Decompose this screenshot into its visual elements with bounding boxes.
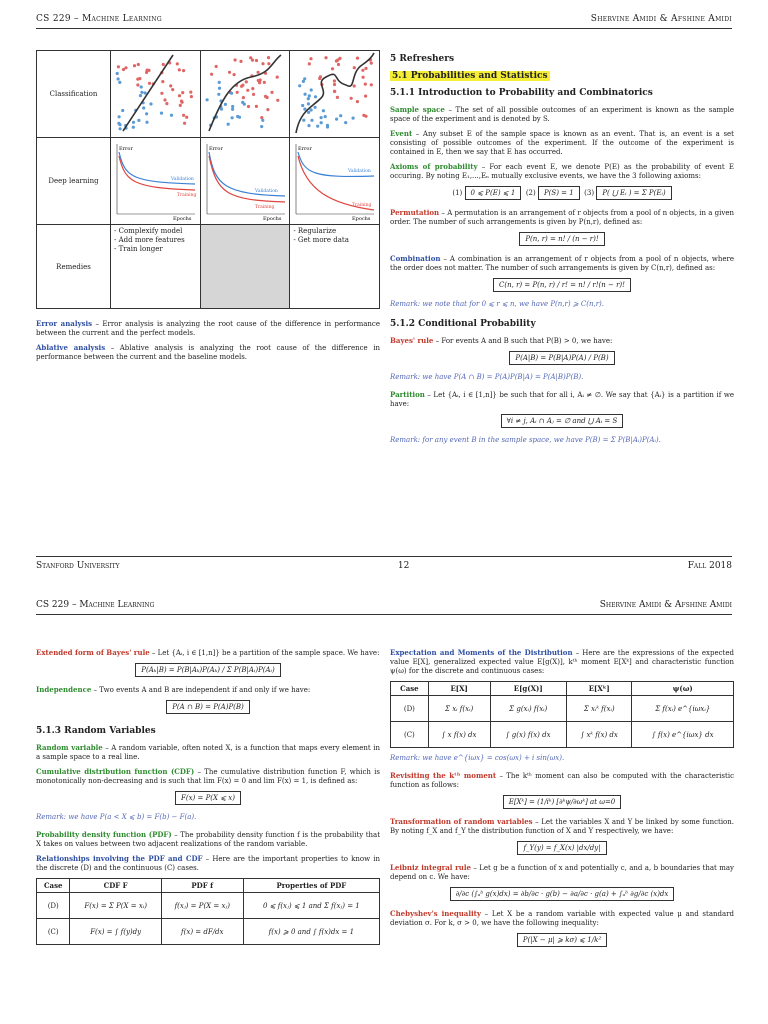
scatter-point-red — [249, 56, 252, 59]
scatter-point-red — [356, 57, 359, 60]
scatter-point-blue — [326, 125, 329, 128]
scatter-point-red — [333, 90, 336, 93]
independence-para: Independence – Two events A and B are independent if and only if we have: — [36, 685, 311, 694]
scatter-point-red — [178, 68, 181, 71]
remark-4: Remark: we have P(a < X ⩽ b) = F(b) − F(a). — [36, 813, 197, 821]
scatter-point-blue — [205, 98, 208, 101]
scatter-point-blue — [132, 121, 135, 124]
scatter-point-red — [262, 81, 265, 84]
scatter-point-blue — [314, 95, 317, 98]
scatter-point-red — [370, 62, 373, 65]
event-para: Event – Any subset E of the sample space is known as an event. That is, an event is a set consisting of possible outcomes of the experiment. If the outcome of the experiment is contained in E, then we say that E has occurred. — [390, 129, 734, 156]
revisiting-formula: E[Xᵏ] = (1/iᵏ) [∂ᵏψ/∂ωᵏ] at ω=0 — [503, 795, 622, 809]
relationships-para: Relationships involving the PDF and CDF – Here are the important properties to know in the discrete (D) and the continuous (C) cases. — [36, 854, 380, 872]
dl-goodfit-plot — [200, 138, 290, 225]
moments-table: Case E[X] E[g(X)] E[Xᵏ] ψ(ω) (D) Σ xᵢ f(xᵢ) Σ g(xᵢ) f(xᵢ) Σ xᵢᵏ f(xᵢ) Σ f(xᵢ) e^{iωxᵢ} (C) ∫ x f(x) dx ∫ g(x) f(x) dx ∫ xᵏ f(x) dx ∫ f(x) e^{iωx} dx — [390, 681, 734, 748]
scatter-point-red — [270, 91, 273, 94]
partition-formula: ∀i ≠ j, Aᵢ ∩ Aⱼ = ∅ and ⋃ Aᵢ = S — [501, 414, 624, 428]
scatter-point-blue — [303, 119, 306, 122]
scatter-point-red — [148, 82, 151, 85]
scatter-point-blue — [231, 108, 234, 111]
table-row: (C) F(x) = ∫ f(y)dy f(x) = dF/dx f(x) ⩾ 0 and ∫ f(x)dx = 1 — [37, 919, 380, 945]
row-label-classification: Classification — [37, 51, 111, 138]
left-column — [36, 50, 380, 367]
scatter-point-red — [117, 65, 120, 68]
scatter-point-red — [325, 56, 328, 59]
scatter-point-blue — [301, 104, 304, 107]
footer-left: Stanford University — [36, 561, 120, 571]
error-analysis-para: Error analysis – Error analysis is analyzing the root cause of the difference in performance between the current and the perfect models. — [36, 319, 380, 337]
expectation-para: Expectation and Moments of the Distribution – Here are the expressions of the expected value E[X], generalized expected value E[g(X)], kᵗʰ moment E[Xᵏ] and characteristic function ψ(ω) for the discrete and continuous cases: — [390, 648, 734, 675]
scatter-point-red — [370, 83, 373, 86]
leibniz-para: Leibniz integral rule – Let g be a function of x and potentially c, and a, b boundaries that may depend on c. We have: — [390, 863, 734, 881]
scatter-point-red — [163, 98, 166, 101]
remark-1: Remark: we note that for 0 ⩽ r ⩽ n, we have P(n,r) ⩾ C(n,r). — [390, 300, 605, 308]
scatter-point-blue — [308, 94, 311, 97]
header-right: Shervine Amidi & Afshine Amidi — [590, 14, 732, 24]
ablative-analysis-para: Ablative analysis – Ablative analysis is analyzing the root cause of the difference in performance between the current and the baseline models. — [36, 343, 380, 361]
row-label-remedies: Remedies — [37, 225, 111, 309]
scatter-point-red — [261, 62, 264, 65]
scatter-point-red — [124, 66, 127, 69]
svg-text:Epochs: Epochs — [352, 216, 371, 222]
transformation-formula: f_Y(y) = f_X(x) |dx/dy| — [517, 841, 606, 855]
scatter-point-red — [363, 114, 366, 117]
scatter-point-red — [232, 73, 235, 76]
scatter-point-blue — [307, 97, 310, 100]
fitting-table — [36, 50, 380, 309]
scatter-point-blue — [344, 121, 347, 124]
scatter-point-red — [333, 79, 336, 82]
scatter-point-red — [255, 59, 258, 62]
scatter-point-red — [169, 84, 172, 87]
scatter-point-blue — [132, 126, 135, 129]
scatter-point-blue — [298, 84, 301, 87]
scatter-point-blue — [118, 81, 121, 84]
learning-curve-overfit — [290, 138, 378, 222]
scatter-point-red — [233, 58, 236, 61]
scatter-point-blue — [308, 124, 311, 127]
subsection-title: 5.1 Probabilities and Statistics — [392, 71, 548, 81]
svg-text:Validation: Validation — [254, 189, 278, 194]
scatter-point-blue — [117, 77, 120, 80]
scatter-point-red — [275, 76, 278, 79]
remark-2: Remark: we have P(A ∩ B) = P(A)P(B|A) = P(A|B)P(B). — [390, 373, 584, 381]
scatter-point-red — [176, 62, 179, 65]
scatter-point-red — [267, 62, 270, 65]
combination-para: Combination – A combination is an arrangement of r objects from a pool of n objects, where the order does not matter. The number of such arrangements is given by C(n,r), defined as: — [390, 254, 734, 272]
scatter-point-blue — [302, 80, 305, 83]
table-row: (D) F(x) = Σ P(X = xᵢ) f(xⱼ) = P(X = xⱼ) 0 ⩽ f(xⱼ) ⩽ 1 and Σ f(xⱼ) = 1 — [37, 893, 380, 919]
scatter-point-blue — [314, 106, 317, 109]
scatter-point-red — [362, 69, 365, 72]
classification-underfit-plot — [111, 51, 201, 138]
scatter-point-blue — [324, 115, 327, 118]
page-footer — [36, 561, 732, 571]
scatter-point-blue — [140, 91, 143, 94]
scatter-point-blue — [217, 93, 220, 96]
partition-para: Partition – Let {Aᵢ, i ∈ [1,n]} be such that for all i, Aᵢ ≠ ∅. We say that {Aᵢ} is a partition if we have: — [390, 390, 734, 408]
scatter-point-red — [246, 89, 249, 92]
scatter-point-red — [308, 62, 311, 65]
cdf-para: Cumulative distribution function (CDF) – The cumulative distribution function F, which is monotonically non-decreasing and is such that lim F(x) = 0 and lim F(x) = 1, is defined as: — [36, 767, 380, 785]
scatter-point-red — [336, 96, 339, 99]
legend-training: Training — [177, 193, 197, 198]
remedies-underfit: - Complexify model - Add more features - Train longer — [111, 225, 201, 309]
svg-text:Epochs: Epochs — [262, 216, 282, 222]
footer-rule-line — [36, 556, 732, 557]
learning-curve-goodfit — [201, 138, 289, 222]
page-header — [36, 14, 732, 24]
scatter-point-red — [310, 57, 313, 60]
axioms-para: Axioms of probability – For each event E, we denote P(E) as the probability of event E occuring. By noting E₁,...,Eₙ mutually exclusive events, we have the 3 following axioms: — [390, 162, 734, 180]
scatter-point-red — [228, 71, 231, 74]
scatter-point-red — [165, 102, 168, 105]
scatter-point-red — [331, 67, 334, 70]
svg-text:Error: Error — [208, 146, 223, 152]
scatter-point-blue — [145, 112, 148, 115]
scatter-point-blue — [322, 109, 325, 112]
scatter-goodfit-figure — [201, 51, 289, 135]
scatter-point-red — [337, 58, 340, 61]
learning-curve-underfit — [111, 138, 199, 222]
combination-formula: C(n, r) = P(n, r) / r! = n! / r!(n − r)! — [493, 278, 631, 292]
scatter-point-red — [178, 94, 181, 97]
scatter-point-blue — [119, 127, 122, 130]
scatter-point-red — [337, 63, 340, 66]
subsubsection-title-2: 5.1.2 Conditional Probability — [390, 319, 536, 329]
scatter-point-blue — [149, 102, 152, 105]
ext-bayes-formula: P(Aₖ|B) = P(B|Aₖ)P(Aₖ) / Σ P(B|Aᵢ)P(Aᵢ) — [135, 663, 280, 677]
scatter-point-blue — [145, 121, 148, 124]
dl-overfit-plot — [290, 138, 380, 225]
scatter-point-blue — [307, 111, 310, 114]
scatter-point-red — [181, 91, 184, 94]
scatter-point-red — [251, 87, 254, 90]
scatter-overfit-figure — [290, 51, 378, 135]
scatter-point-red — [239, 60, 242, 63]
svg-text:Validation: Validation — [348, 169, 372, 174]
scatter-point-red — [214, 65, 217, 68]
revisiting-para: Revisiting the kᵗʰ moment – The kᵗʰ moment can also be computed with the characteristic function as follows: — [390, 771, 734, 789]
footer-right: Fall 2018 — [687, 561, 732, 571]
scatter-point-blue — [311, 119, 314, 122]
scatter-point-red — [189, 91, 192, 94]
bayes-formula: P(A|B) = P(B|A)P(A) / P(B) — [509, 351, 614, 365]
scatter-point-red — [162, 63, 165, 66]
scatter-point-blue — [226, 123, 229, 126]
scatter-point-red — [137, 63, 140, 66]
ext-bayes-para: Extended form of Bayes' rule – Let {Aᵢ, i ∈ [1,n]} be a partition of the sample space. We have: — [36, 648, 380, 657]
svg-text:Error: Error — [298, 146, 313, 152]
subsubsection-title-1: 5.1.1 Introduction to Probability and Combinatorics — [390, 88, 653, 98]
axis-label-epochs: Epochs — [173, 216, 192, 222]
scatter-point-red — [252, 93, 255, 96]
chebyshev-formula: P(|X − μ| ⩾ kσ) ⩽ 1/k² — [517, 933, 607, 947]
error-analysis-term: Error analysis — [36, 319, 93, 328]
pdf-cdf-table: Case CDF F PDF f Properties of PDF (D) F(x) = Σ P(X = xᵢ) f(xⱼ) = P(X = xⱼ) 0 ⩽ f(xⱼ) ⩽ 1 and Σ f(xⱼ) = 1 (C) F(x) = ∫ f(y)dy f(x) = dF/dx f(x) ⩾ 0 and ∫ f(x)dx = 1 — [36, 878, 380, 945]
bayes-para: Bayes' rule – For events A and B such that P(B) > 0, we have: — [390, 336, 613, 345]
scatter-point-red — [210, 73, 213, 76]
scatter-point-red — [182, 69, 185, 72]
remedies-goodfit-empty — [200, 225, 290, 309]
scatter-point-red — [333, 83, 336, 86]
scatter-underfit-figure — [111, 51, 199, 135]
scatter-point-blue — [310, 108, 313, 111]
scatter-point-blue — [144, 91, 147, 94]
scatter-point-red — [247, 105, 250, 108]
scatter-point-red — [161, 80, 164, 83]
ablative-analysis-term: Ablative analysis — [36, 343, 106, 352]
scatter-point-blue — [236, 115, 239, 118]
scatter-point-red — [145, 71, 148, 74]
scatter-point-red — [365, 67, 368, 70]
scatter-point-red — [364, 95, 367, 98]
scatter-point-blue — [140, 85, 143, 88]
scatter-point-red — [244, 80, 247, 83]
leibniz-formula: ∂/∂c (∫ₐᵇ g(x)dx) = ∂b/∂c · g(b) − ∂a/∂c · g(a) + ∫ₐᵇ ∂g/∂c (x)dx — [450, 887, 675, 901]
page2-header-rule — [36, 614, 732, 615]
scatter-point-red — [185, 116, 188, 119]
scatter-point-blue — [230, 92, 233, 95]
scatter-point-red — [318, 77, 321, 80]
scatter-point-blue — [170, 114, 173, 117]
scatter-point-red — [256, 71, 259, 74]
chebyshev-para: Chebyshev's inequality – Let X be a random variable with expected value μ and standard deviation σ. For k, σ > 0, we have the following inequality: — [390, 909, 734, 927]
subsubsection-title-3: 5.1.3 Random Variables — [36, 726, 156, 736]
scatter-point-blue — [310, 88, 313, 91]
cdf-formula: F(x) = P(X ⩽ x) — [175, 791, 241, 805]
remark-3: Remark: for any event B in the sample space, we have P(B) = Σ P(B|Aᵢ)P(Aᵢ). — [390, 436, 661, 444]
random-variable-para: Random variable – A random variable, often noted X, is a function that maps every element in a sample space to a real line. — [36, 743, 380, 761]
page2-left-column — [36, 648, 380, 945]
scatter-point-red — [258, 81, 261, 84]
scatter-point-blue — [320, 121, 323, 124]
remedies-overfit: - Regularize - Get more data — [290, 225, 380, 309]
scatter-point-red — [276, 99, 279, 102]
right-column — [390, 54, 734, 453]
page2-header: CS 229 – Machine Learning Shervine Amidi & Afshine Amidi — [36, 600, 732, 610]
legend-validation: Validation — [171, 177, 194, 182]
scatter-point-blue — [335, 118, 338, 121]
svg-text:Training: Training — [254, 205, 275, 210]
scatter-point-blue — [223, 103, 226, 106]
scatter-point-red — [356, 100, 359, 103]
scatter-point-red — [136, 83, 139, 86]
table-row: (D) Σ xᵢ f(xᵢ) Σ g(xᵢ) f(xᵢ) Σ xᵢᵏ f(xᵢ) Σ f(xᵢ) e^{iωxᵢ} — [391, 696, 734, 722]
scatter-point-red — [182, 114, 185, 117]
scatter-point-red — [267, 56, 270, 59]
axioms-formulas: (1) 0 ⩽ P(E) ⩽ 1 (2) P(S) = 1 (3) P( ⋃ Eᵢ ) = Σ P(Eᵢ) — [390, 186, 734, 200]
scatter-point-blue — [260, 125, 263, 128]
scatter-point-red — [241, 96, 244, 99]
independence-formula: P(A ∩ B) = P(A)P(B) — [166, 700, 250, 714]
scatter-point-red — [181, 101, 184, 104]
scatter-point-blue — [117, 122, 120, 125]
scatter-point-red — [353, 66, 356, 69]
scatter-point-red — [160, 92, 163, 95]
scatter-point-red — [364, 83, 367, 86]
scatter-point-red — [266, 108, 269, 111]
svg-text:Training: Training — [352, 203, 372, 208]
scatter-point-blue — [339, 114, 342, 117]
scatter-point-red — [179, 104, 182, 107]
sample-space-para: Sample space – The set of all possible outcomes of an experiment is known as the sample space of the experiment and is denoted by S. — [390, 105, 735, 123]
scatter-point-blue — [352, 117, 355, 120]
scatter-point-blue — [230, 116, 233, 119]
classification-overfit-plot — [290, 51, 380, 138]
scatter-point-blue — [121, 109, 124, 112]
classification-goodfit-plot — [200, 51, 290, 138]
scatter-point-blue — [304, 93, 307, 96]
page2-right-column — [390, 648, 734, 955]
scatter-point-red — [183, 122, 186, 125]
row-label-deep-learning: Deep learning — [37, 138, 111, 225]
axis-label-error: Error — [119, 146, 133, 152]
pdf-para: Probability density function (PDF) – The probability density function f is the probability that X takes on values between two adjacent realizations of the random variable. — [36, 830, 381, 848]
scatter-point-blue — [217, 81, 220, 84]
remark-5: Remark: we have e^{iωx} = cos(ωx) + i sin(ωx). — [390, 754, 565, 762]
scatter-point-blue — [116, 72, 119, 75]
scatter-point-red — [265, 96, 268, 99]
scatter-point-blue — [142, 106, 145, 109]
footer-page-number: 12 — [397, 561, 410, 571]
scatter-point-blue — [261, 119, 264, 122]
scatter-point-red — [353, 84, 356, 87]
permutation-para: Permutation – A permutation is an arrangement of r objects from a pool of n objects, in a given order. The number of such arrangements is given by P(n,r), defined as: — [390, 208, 734, 226]
section-title: 5 Refreshers — [390, 54, 455, 64]
scatter-point-blue — [218, 87, 221, 90]
scatter-point-red — [362, 76, 365, 79]
scatter-point-red — [190, 95, 193, 98]
dl-underfit-plot — [111, 138, 201, 225]
scatter-point-red — [235, 91, 238, 94]
scatter-point-blue — [316, 125, 319, 128]
permutation-formula: P(n, r) = n! / (n − r)! — [519, 232, 604, 246]
scatter-point-blue — [320, 116, 323, 119]
scatter-point-blue — [160, 112, 163, 115]
scatter-point-blue — [307, 102, 310, 105]
scatter-point-red — [133, 64, 136, 67]
scatter-point-blue — [137, 119, 140, 122]
scatter-point-red — [136, 78, 139, 81]
scatter-point-red — [171, 88, 174, 91]
header-left: CS 229 – Machine Learning — [36, 14, 162, 24]
scatter-point-blue — [118, 115, 121, 118]
scatter-point-blue — [241, 101, 244, 104]
header-rule — [36, 28, 732, 29]
scatter-point-blue — [139, 94, 142, 97]
scatter-point-blue — [231, 105, 234, 108]
scatter-point-red — [241, 84, 244, 87]
scatter-point-red — [350, 97, 353, 100]
scatter-point-red — [254, 105, 257, 108]
table-row: (C) ∫ x f(x) dx ∫ g(x) f(x) dx ∫ xᵏ f(x) dx ∫ f(x) e^{iωx} dx — [391, 722, 734, 748]
transformation-para: Transformation of random variables – Let the variables X and Y be linked by some function. By noting f_X and f_Y the distribution function of X and Y respectively, we have: — [390, 817, 735, 835]
